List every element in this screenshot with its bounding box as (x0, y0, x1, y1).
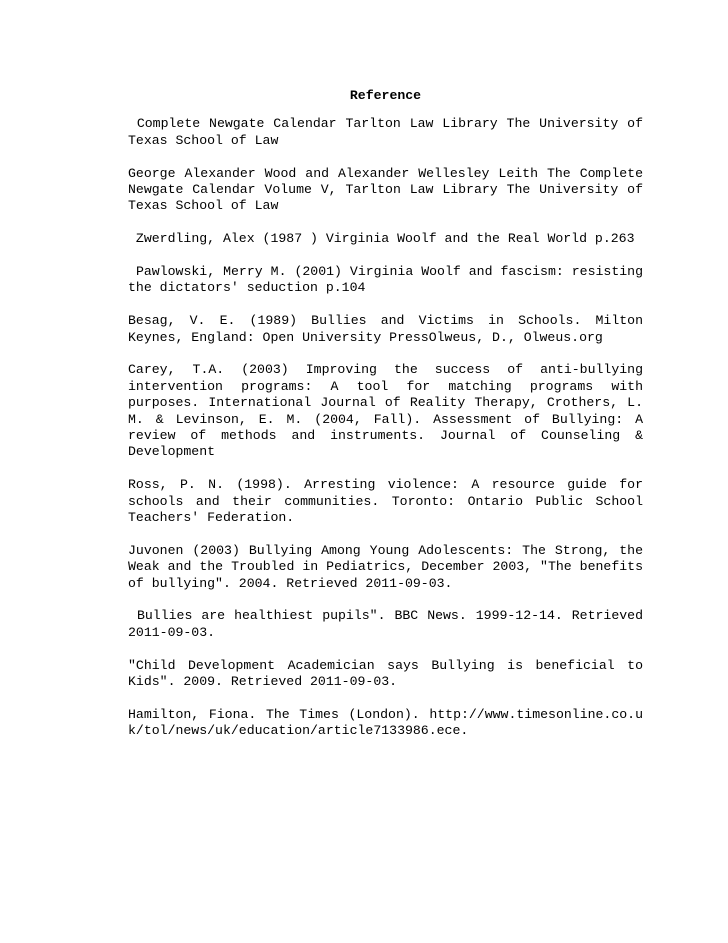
reference-entry: "Child Development Academician says Bullying is beneficial to Kids". 2009. Retrieved 2011-09-03. (128, 657, 651, 690)
reference-entry: Ross, P. N. (1998). Arresting violence: A resource guide for schools and their communities. Toronto: Ontario Public School Teachers' Federation. (128, 477, 651, 526)
reference-entry: Pawlowski, Merry M. (2001) Virginia Woolf and fascism: resisting the dictators' seduction p.104 (128, 264, 651, 296)
reference-entry: Besag, V. E. (1989) Bullies and Victims in Schools. Milton Keynes, England: Open University PressOlweus, D., Olweus.org (128, 313, 651, 345)
document-page (128, 88, 651, 756)
reference-entry: Zwerdling, Alex (1987 ) Virginia Woolf and the Real World p.263 (128, 231, 635, 247)
reference-entry: Carey, T.A. (2003) Improving the success of anti-bullying intervention programs: A tool for matching programs with purposes. International Journal of Reality Therapy, Crothers, L. M. & Levinson, E. M. (2004, Fall). Assessment of Bullying: A review of methods and instruments. Journal of Counseling & Development (128, 362, 651, 460)
reference-entry: Hamilton, Fiona. The Times (London). http://www.timesonline.co.uk/tol/news/uk/education/article7133986.ece. (128, 706, 643, 739)
reference-entry: Bullies are healthiest pupils". BBC News. 1999-12-14. Retrieved 2011-09-03. (128, 608, 651, 640)
page-title: Reference (349, 88, 422, 103)
reference-entry: Juvonen (2003) Bullying Among Young Adolescents: The Strong, the Weak and the Troubled in Pediatrics, December 2003, "The benefits of bullying". 2004. Retrieved 2011-09-03. (128, 542, 651, 591)
reference-entry: George Alexander Wood and Alexander Wellesley Leith The Complete Newgate Calendar Volume V, Tarlton Law Library The University of Texas School of Law (128, 165, 651, 214)
reference-entry: Complete Newgate Calendar Tarlton Law Library The University of Texas School of Law (128, 116, 651, 148)
